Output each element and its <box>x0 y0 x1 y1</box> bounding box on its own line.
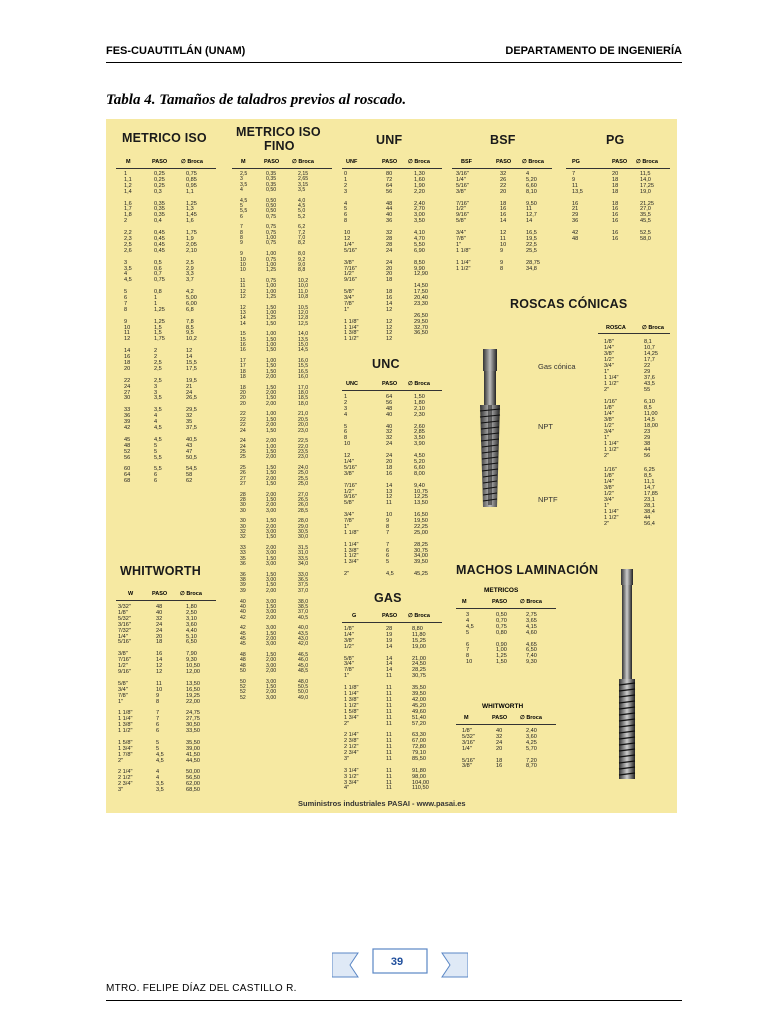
unf-paso: 80 72 64 56 48 44 40 36 32 28 28 24 24 20 20 18 18 16 14 12 12 12 12 12 <box>386 171 393 343</box>
hdr-g: G <box>352 613 357 619</box>
supplier-credit: Suministros industriales PASAI - www.pasai.es <box>298 799 466 808</box>
hdr-broca: ∅ Broca <box>636 159 658 165</box>
hdr-m: M <box>464 715 469 721</box>
hdr-paso: PASO <box>152 159 168 165</box>
title-pg: PG <box>606 133 625 147</box>
page-number: 39 <box>390 956 404 968</box>
rule <box>598 333 670 334</box>
hdr-broca: ∅ Broca <box>408 613 430 619</box>
title-roscas-conicas: ROSCAS CÓNICAS <box>510 297 628 311</box>
whitworth-w: 3/32" 1/8" 5/32" 3/16" 7/32" 1/4" 5/16" 3/8" 7/16" 1/2" 9/16" 5/8" 3/4" 7/8" 1" 1 1/8" 1 1/4" 1 3/8" 1 1/2" 1 5/8" 1 3/4" 1 7/8" 2" 2 1/4" 2 1/2" 2 3/4" 3" <box>118 604 133 794</box>
metricos-broca: 2,75 3,65 4,15 4,60 4,65 6,50 7,40 9,30 <box>526 612 537 666</box>
unc-broca: 1,50 1,80 2,10 2,30 2,60 2,85 3,50 3,90 4,50 5,20 6,60 8,00 9,40 10,75 12,25 13,50 16,50 19,50 22,25 25,00 28,25 30,75 34,00 39,50 45,25 <box>414 394 428 578</box>
hdr-unc: UNC <box>346 381 358 387</box>
hdr-broca: ∅ Broca <box>520 599 542 605</box>
title-whitworth-small: WHITWORTH <box>482 703 524 710</box>
hdr-pg: PG <box>572 159 580 165</box>
title-unf: UNF <box>376 133 403 147</box>
rule <box>116 600 216 601</box>
hdr-paso: PASO <box>492 599 508 605</box>
title-metrico-fino: METRICO ISO <box>236 125 321 139</box>
metrico-fino-paso: 0,35 0,35 0,35 0,50 0,50 0,50 0,50 0,75 0,75 0,75 1,00 0,75 1,00 0,75 1,00 1,25 0,75 1,00 1,00 1,25 1,50 1,00 1,25 1,50 1,00 1,50 1,00 1,50 1,00 1,50 1,50 2,00 1,50 2,00 1,50 2,00 1,00 1,50 2,00 1,50 2,00 1,00 1,50 2,00 1,50 1,50 2,00 1,50 2,00 1,50 2,00 3,00 1,50 2,00 3,00 1,50 2,00 3,00 1,50 3,00 1,50 3,00 1,50 2,00 3,00 1,50 3,00 2,00 3,00 1,50 2,00 3,00 1,50 2,00 3,00 2,00 3,00 1,50 2,00 3,00 <box>266 171 277 701</box>
metricos-m: 3 4 4,5 5 6 7 8 10 <box>466 612 474 666</box>
metrico-fino-m: 2,5 3 3,5 4 4,5 5 5,5 6 7 8 8 9 9 10 10 10 11 11 12 12 12 13 14 14 15 15 16 16 17 17 18 18 18 20 20 20 22 22 22 24 24 24 25 25 25 26 27 27 28 28 30 30 30 30 32 32 33 33 35 36 36 38 39 39 40 40 40 42 42 45 45 45 48 48 48 50 50 52 52 52 <box>240 171 248 701</box>
label-gas-conica: Gas cónica <box>538 362 576 371</box>
hdr-broca: ∅ Broca <box>181 159 203 165</box>
label-npt: NPT <box>538 422 553 431</box>
bsf-paso: 32 26 22 20 18 16 16 14 12 11 10 9 9 8 <box>500 171 507 272</box>
pg-d: 7 9 11 13,5 16 21 29 36 42 48 <box>572 171 583 242</box>
gas-g: 1/8" 1/4" 3/8" 1/2" 5/8" 3/4" 7/8" 1" 1 1/8" 1 1/4" 1 3/8" 1 1/2" 1 5/8" 1 3/4" 2" 2 1/4" 2 3/8" 2 1/2" 2 3/4" 3" 3 1/4" 3 1/2" 3 3/4" 4" <box>344 626 359 792</box>
title-bsf: BSF <box>490 133 516 147</box>
hdr-m: M <box>241 159 246 165</box>
unf-broca: 1,30 1,60 1,90 2,20 2,40 2,70 3,00 3,50 4,10 4,70 5,50 6,90 8,50 9,90 12,90 14,50 17,50 20,40 23,30 26,50 29,50 32,70 36,50 <box>414 171 428 337</box>
rule <box>566 168 670 169</box>
hdr-paso: PASO <box>152 591 168 597</box>
hdr-broca: ∅ Broca <box>408 381 430 387</box>
tapered-tap-image <box>472 349 508 509</box>
title-metricos: METRICOS <box>484 587 519 594</box>
whitworth-small-broca: 2,40 3,60 4,25 5,70 7,20 8,70 <box>526 728 537 770</box>
footer-author: MTRO. FELIPE DÍAZ DEL CASTILLO R. <box>106 983 297 994</box>
rule <box>232 168 332 169</box>
label-nptf: NPTF <box>538 495 558 504</box>
bsf-broca: 4 5,20 6,60 8,10 9,50 11 12,7 14 16,5 19,5 22,5 25,5 28,75 34,8 <box>526 171 540 272</box>
header-rule <box>106 62 682 63</box>
rule <box>452 168 552 169</box>
hdr-broca: ∅ Broca <box>520 715 542 721</box>
rule <box>342 390 442 391</box>
npt-rosca: 1/16" 1/8" 1/4" 3/8" 1/2" 3/4" 1" 1 1/4" 1 1/2" 2" <box>604 399 619 459</box>
nptf-broca: 6,25 8,5 11,1 14,7 17,85 23,1 28,1 38,4 44 56,4 <box>644 467 658 527</box>
header-right: DEPARTAMENTO DE INGENIERÍA <box>505 45 682 57</box>
nptf-rosca: 1/16" 1/8" 1/4" 3/8" 1/2" 3/4" 1" 1 1/4" 1 1/2" 2" <box>604 467 619 527</box>
hdr-rosca: ROSCA <box>606 325 626 331</box>
hdr-paso: PASO <box>264 159 280 165</box>
unc-paso: 64 56 48 40 40 32 32 24 24 20 18 16 14 13 12 11 10 9 8 7 7 6 6 5 4,5 <box>386 394 394 578</box>
metrico-iso-broca: 0,75 0,85 0,95 1,1 1,25 1,3 1,45 1,6 1,75 1,9 2,05 2,10 2,5 2,9 3,3 3,7 4,2 5,00 6,00 6,8 7,8 8,5 9,5 10,2 12 14 15,5 17,5 19,5 21 24 26,5 29,5 32 35 37,5 40,5 43 47 50,5 54,5 58 62 <box>186 171 197 485</box>
gas-conica-rosca: 1/8" 1/4" 3/8" 1/2" 3/4" 1" 1 1/4" 1 1/2" 2" <box>604 339 619 393</box>
metrico-iso-m: 1 1,1 1,2 1,4 1,6 1,7 1,8 2 2,2 2,3 2,5 2,6 3 3,5 4 4,5 5 6 7 8 9 10 11 12 14 16 18 20 22 24 27 30 33 36 39 42 45 48 52 56 60 64 68 <box>124 171 132 485</box>
pg-broca: 11,5 14,0 17,25 19,0 21,25 27,0 35,5 45,5 52,5 58,0 <box>640 171 654 242</box>
whitworth-small-paso: 40 32 24 20 18 16 <box>496 728 503 770</box>
title-gas: GAS <box>374 591 402 605</box>
hdr-unf: UNF <box>346 159 358 165</box>
unf-d: 0 1 2 3 4 5 6 8 10 12 1/4" 5/16" 3/8" 7/16" 1/2" 9/16" 5/8" 3/4" 7/8" 1" 1 1/8" 1 1/4" 1 3/8" 1 1/2" <box>344 171 359 343</box>
hdr-m: M <box>462 599 467 605</box>
metrico-iso-paso: 0,25 0,25 0,25 0,3 0,35 0,35 0,35 0,4 0,45 0,45 0,45 0,45 0,5 0,6 0,7 0,75 0,8 1 1 1,25 1,25 1,5 1,5 1,75 2 2 2,5 2,5 2,5 3 3 3,5 3,5 4 4 4,5 4,5 5 5 5,5 5,5 6 6 <box>154 171 165 485</box>
title-metrico-iso: METRICO ISO <box>122 131 207 145</box>
page-header <box>106 45 682 59</box>
metrico-fino-broca: 2,15 2,65 3,15 3,5 4,0 4,5 5,0 5,2 6,2 7,2 7,0 8,2 8,0 9,2 9,0 8,8 10,2 10,0 11,0 10,8 10,5 12,0 12,8 12,5 14,0 13,5 15,0 14,5 16,0 15,5 16,5 16,0 17,0 18,0 18,5 18,0 21,0 20,5 20,0 23,0 22,5 22,0 23,5 23,0 24,0 25,0 25,5 25,0 27,0 26,5 26,0 28,5 28,0 29,0 30,5 30,0 31,5 31,0 33,5 34,0 33,0 36,5 37,5 37,0 38,0 38,5 37,0 40,5 40,0 43,5 43,0 42,0 46,5 46,0 45,0 48,5 48,0 50,5 50,0 49,0 <box>298 171 309 701</box>
hdr-bsf: BSF <box>461 159 472 165</box>
metricos-paso: 0,50 0,70 0,75 0,80 0,90 1,00 1,25 1,50 <box>496 612 507 666</box>
npt-broca: 6,10 8,5 11,00 14,5 18,00 23 29 38 44 56 <box>644 399 658 459</box>
gas-paso: 28 19 19 14 14 14 14 11 11 11 11 11 11 11 11 11 11 11 11 11 11 11 11 11 <box>386 626 393 792</box>
drill-size-table-image <box>106 119 677 813</box>
gas-conica-broca: 8,1 10,7 14,25 17,7 22 29 37,6 43,5 55 <box>644 339 658 393</box>
hdr-broca: ∅ Broca <box>408 159 430 165</box>
hdr-broca: ∅ Broca <box>292 159 314 165</box>
bsf-d: 3/16" 1/4" 5/16" 3/8" 7/16" 1/2" 9/16" 5/8" 3/4" 7/8" 1" 1 1/8" 1 1/4" 1 1/2" <box>456 171 471 272</box>
hdr-paso: PASO <box>382 381 398 387</box>
hdr-paso: PASO <box>496 159 512 165</box>
rule <box>116 168 216 169</box>
rule <box>342 168 442 169</box>
hdr-broca: ∅ Broca <box>642 325 664 331</box>
forming-tap-image <box>612 569 642 784</box>
hdr-paso: PASO <box>612 159 628 165</box>
rule <box>456 724 556 725</box>
table-caption: Tabla 4. Tamaños de taladros previos al roscado. <box>106 92 407 108</box>
rule <box>342 622 442 623</box>
whitworth-small-m: 1/8" 5/32" 3/16" 1/4" 5/16" 3/8" <box>462 728 475 770</box>
whitworth-broca: 1,80 2,50 3,10 3,60 4,40 5,10 6,50 7,90 9,30 10,50 12,00 13,50 16,50 19,25 22,00 24,75 27,75 30,50 33,50 35,50 39,00 41,50 44,50 50,00 56,50 62,00 68,50 <box>186 604 200 794</box>
hdr-broca: ∅ Broca <box>180 591 202 597</box>
gas-broca: 8,80 11,80 15,25 19,00 21,00 24,50 28,25 30,75 35,50 39,50 42,00 45,20 49,60 51,40 57,20 63,30 67,00 72,80 79,10 85,50 91,80 98,00 104,00 110,50 <box>412 626 430 792</box>
hdr-paso: PASO <box>382 613 398 619</box>
hdr-paso: PASO <box>382 159 398 165</box>
pg-paso: 20 18 18 18 18 16 16 16 16 16 <box>612 171 619 242</box>
whitworth-paso: 48 40 32 24 24 20 18 16 14 12 12 11 10 9 8 7 7 6 6 5 5 4,5 4,5 4 4 3,5 3,5 <box>156 604 164 794</box>
title-machos-laminacion: MACHOS LAMINACIÓN <box>456 563 599 577</box>
unc-d: 1 2 3 4 5 6 8 10 12 1/4" 5/16" 3/8" 7/16" 1/2" 9/16" 5/8" 3/4" 7/8" 1" 1 1/8" 1 1/4" 1 3/8" 1 1/2" 1 3/4" 2" <box>344 394 359 578</box>
hdr-broca: ∅ Broca <box>522 159 544 165</box>
hdr-w: W <box>128 591 134 597</box>
title-unc: UNC <box>372 357 400 371</box>
title-whitworth: WHITWORTH <box>120 564 201 578</box>
header-left: FES-CUAUTITLÁN (UNAM) <box>106 45 246 57</box>
hdr-paso: PASO <box>492 715 508 721</box>
hdr-m: M <box>126 159 131 165</box>
title-fino: FINO <box>264 139 295 153</box>
rule <box>456 608 556 609</box>
